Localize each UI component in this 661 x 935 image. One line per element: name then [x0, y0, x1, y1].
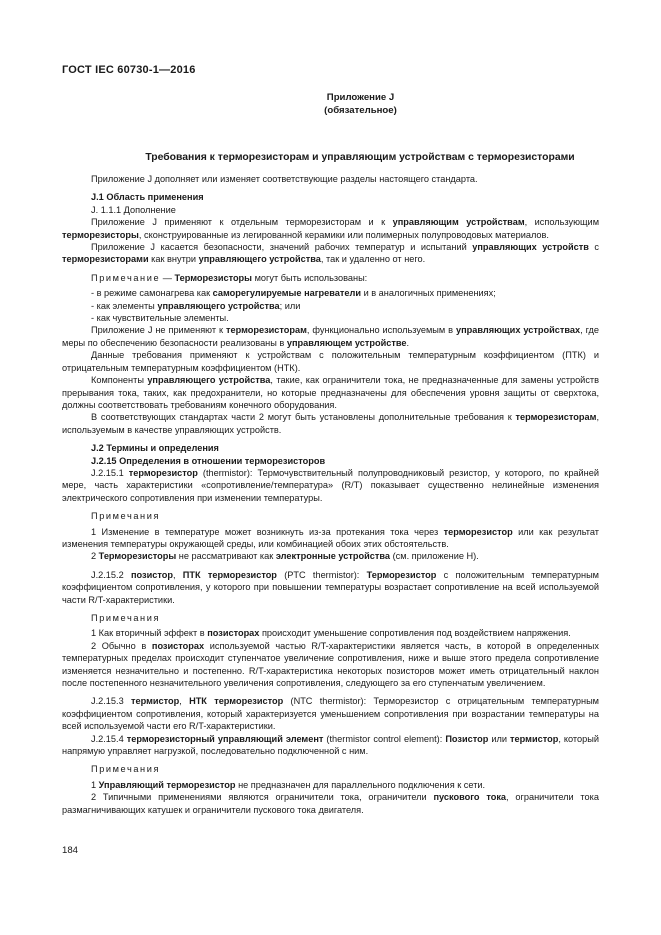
appendix-subtitle: (обязательное) [324, 105, 397, 116]
list-item: - как чувствительные элементы. [91, 313, 229, 324]
note-item: 1 Как вторичный эффект в позисторах происходит уменьшение сопротивления под воздействием напряжения. [91, 628, 571, 639]
section-heading-j2: J.2 Термины и определения [91, 443, 219, 454]
note-1: Примечание — Терморезисторы могут быть использованы: [91, 272, 368, 283]
note-item: 1 Изменение в температуре может возникнуть из-за протекания тока через терморезистор или как результат изменения температуры окружающей среды, или комбинацией обоих этих обстоятельств. [62, 526, 599, 549]
standard-header: ГОСТ IEC 60730-1—2016 [62, 64, 196, 76]
page-title: Требования к терморезисторам и управляющим устройствам с терморезисторами [145, 152, 575, 163]
list-item: - как элементы управляющего устройства; или [91, 300, 301, 311]
definition-thermistor: J.2.15.1 терморезистор (thermistor): Термочувствительный полупроводниковый резистор, у которого, по крайней мере, часть характеристики «сопротивление/температура» (R/T) показывает существенно нелинейные изменения электрического сопротивления при изменении температуры. [62, 467, 599, 503]
paragraph-scope-5: Компоненты управляющего устройства, такие, как ограничители тока, не предназначенные для замены устройств прерывания тока, таких, как предохранители, но которые предназначены для обеспечения уровня защиты от сверхтока, должны соответствовать требованиям конечного оборудования. [62, 375, 599, 410]
section-heading-j1: J.1 Область применения [91, 192, 204, 203]
intro-paragraph: Приложение J дополняет или изменяет соответствующие разделы настоящего стандарта. [91, 174, 478, 184]
document-body [62, 173, 599, 816]
section-heading-j2-15: J.2.15 Определения в отношении терморезисторов [91, 455, 326, 466]
paragraph-scope-4: Данные требования применяют к устройствам с положительным температурным коэффициентом (ПТК) и отрицательным температурным коэффициентом (НТК). [62, 350, 599, 373]
list-item: - в режиме самонагрева как саморегулируемые нагреватели и в аналогичных применениях; [91, 288, 496, 299]
paragraph-scope-1: Приложение J применяют к отдельным терморезисторам и к управляющим устройствам, использующим терморезисторы, сконструированные из легированной керамики или полимерных полупроводовых материалов. [62, 217, 600, 240]
note-item: 2 Типичными применениями являются ограничители тока, ограничители пускового тока, ограничители тока размагничивающих катушек и ограничители пускового тока двигателя. [62, 792, 599, 815]
note-item: 1 Управляющий терморезистор не предназначен для параллельного подключения к сети. [91, 779, 486, 790]
notes-label: Примечания [91, 511, 161, 522]
page-number: 184 [62, 845, 79, 856]
appendix-title: Приложение J [326, 92, 395, 103]
note-item: 2 Обычно в позисторах используемой частью R/T-характеристики является часть, в которой в определенных температурных пределах происходит ступенчатое увеличение сопротивления, ниже и выше этого предела сопротивление изменяется незначительно и постепенно. R/T-характеристика некоторых позисторов может иметь отрицательный наклон после постепенного незначительного увеличения сопротивления, следующего за его ступенчатым увеличением. [62, 640, 599, 689]
definition-thermistor-control-element: J.2.15.4 терморезисторный управляющий элемент (thermistor control element): Позистор или термистор, который напрямую управляет нагрузкой, последовательно подключенной с ним. [62, 733, 599, 757]
paragraph-scope-2: Приложение J касается безопасности, значений рабочих температур и испытаний управляющих устройств с терморезисторами как внутри управляющего устройства, так и удаленно от него. [62, 242, 599, 265]
definition-ptc-thermistor: J.2.15.2 позистор, ПТК терморезистор (PTC thermistor): Терморезистор с положительным температурным коэффициентом сопротивления, у которого при повышении температуры возрастает сопротивление на всей используемой части R/T-характеристики. [62, 569, 599, 605]
note-item: 2 Терморезисторы не рассматривают как электронные устройства (см. приложение H). [91, 551, 479, 562]
subsection-j1-1-1: J. 1.1.1 Дополнение [91, 204, 176, 215]
notes-label: Примечания [91, 764, 161, 775]
notes-label: Примечания [91, 613, 161, 623]
paragraph-scope-6: В соответствующих стандартах части 2 могут быть установлены дополнительные требования к терморезисторам, используемым в качестве управляющих устройств. [62, 412, 599, 435]
paragraph-scope-3: Приложение J не применяют к терморезисторам, функционально используемым в управляющих устройствах, где меры по обеспечению безопасности реализованы в управляющем устройстве. [62, 325, 599, 348]
definition-ntc-thermistor: J.2.15.3 термистор, НТК терморезистор (NTC thermistor): Терморезистор с отрицательным температурным коэффициентом сопротивления, который характеризуется уменьшением сопротивления при возрастании температуры на всей используемой части его R/T-характеристики. [62, 696, 599, 732]
